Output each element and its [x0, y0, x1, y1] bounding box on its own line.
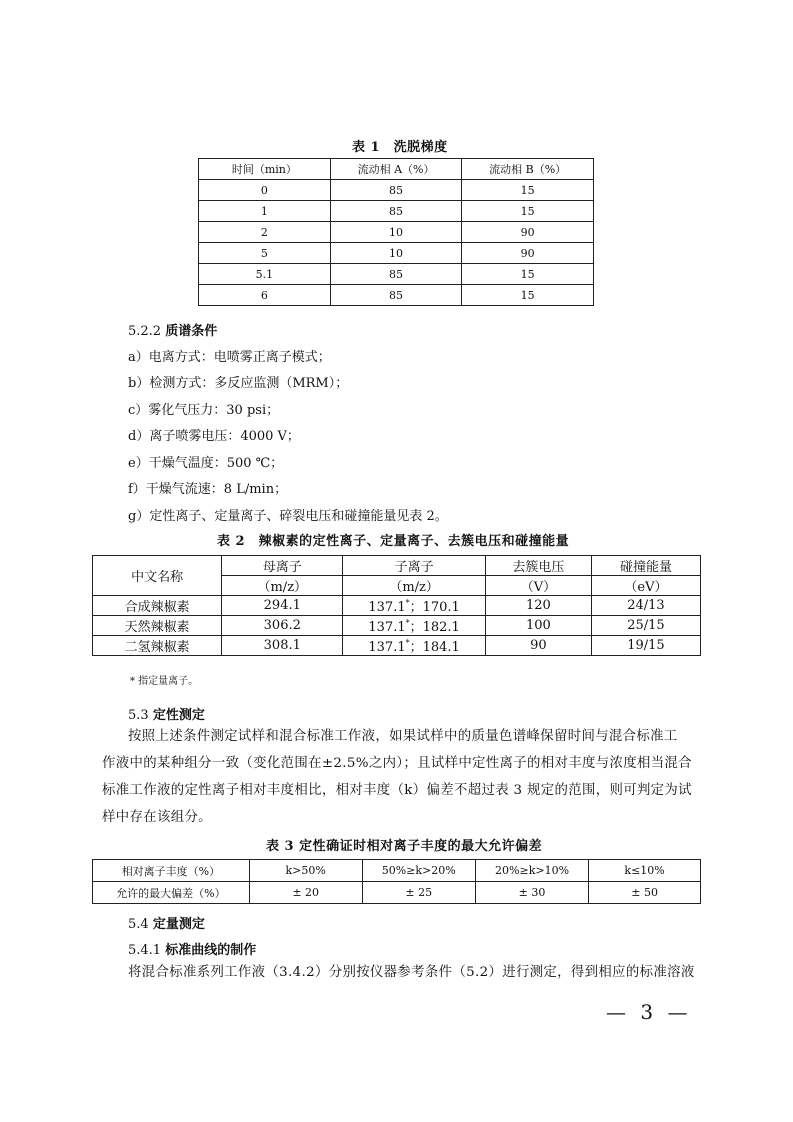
table-header-unit: （m/z）: [222, 576, 343, 596]
table-cell: 合成辣椒素: [93, 596, 222, 616]
table-row: [199, 264, 594, 285]
table-header-row: [199, 159, 594, 180]
table-cell: 306.2: [222, 616, 343, 636]
table-cell: 5: [199, 243, 331, 264]
table-row: [199, 222, 594, 243]
table-cell: 2: [199, 222, 331, 243]
table-cell: 90: [485, 636, 591, 656]
table-cell: 19/15: [591, 636, 700, 656]
table-cell: 85: [330, 201, 462, 222]
table-header-unit: （m/z）: [343, 576, 486, 596]
table-row: [93, 860, 701, 882]
page-number: — 3 —: [606, 1000, 692, 1024]
section-number: 5.3: [128, 708, 149, 723]
list-item: d）离子喷雾电压：4000 V；: [128, 429, 300, 444]
table-cell: 120: [485, 596, 591, 616]
table-header-row: [93, 556, 701, 576]
table-row: [93, 636, 701, 656]
table-cell: 15: [462, 264, 594, 285]
table-row: [199, 243, 594, 264]
quant-ion-mark: *: [405, 618, 410, 628]
table-header-unit: （V）: [485, 576, 591, 596]
table3: [92, 859, 701, 904]
table-cell: 15: [462, 285, 594, 306]
table-cell: k>50%: [249, 860, 362, 882]
section-heading-5-4: [128, 913, 205, 932]
table-cell: 6: [199, 285, 331, 306]
table-cell: [343, 616, 486, 636]
section-heading-5-4-1: [128, 939, 256, 958]
table-cell: 50%≥k>20%: [362, 860, 475, 882]
section-number: 5.4.1: [128, 943, 162, 958]
table3-caption: 表 3 定性确证时相对离子丰度的最大允许偏差: [266, 839, 543, 854]
section-title: 定量测定: [152, 917, 205, 932]
table-cell: [343, 636, 486, 656]
table-cell: 二氢辣椒素: [93, 636, 222, 656]
table-row: [93, 596, 701, 616]
table-cell: 100: [485, 616, 591, 636]
table-header-cell: 中文名称: [93, 556, 222, 596]
table-row: [93, 882, 701, 904]
table-row: [199, 285, 594, 306]
table1: [198, 158, 594, 306]
table2-footnote: * 指定量离子。: [130, 676, 199, 687]
table-cell: ± 50: [589, 882, 701, 904]
table-header-cell: 相对离子丰度（%）: [93, 860, 250, 882]
child-ion-quant: 137.1: [368, 600, 406, 615]
table-cell: 85: [330, 180, 462, 201]
child-ion-qual: ；184.1: [409, 640, 460, 655]
table-header-cell: 碰撞能量: [591, 556, 700, 576]
table2-caption: 表 2 辣椒素的定性离子、定量离子、去簇电压和碰撞能量: [217, 534, 570, 549]
paragraph-line: 作液中的某种组分一致（变化范围在±2.5%之内）；且试样中定性离子的相对丰度与浓度相当混合: [102, 756, 692, 771]
table1-caption: 表 1 洗脱梯度: [352, 140, 448, 155]
section-number: 5.4: [128, 917, 149, 932]
child-ion-qual: ；182.1: [409, 620, 460, 635]
child-ion-quant: 137.1: [368, 620, 406, 635]
list-item: f）干燥气流速：8 L/min；: [128, 482, 288, 497]
section-5-3-paragraph: [102, 723, 702, 831]
section-heading-5-2-2: [128, 320, 217, 339]
table-cell: 10: [330, 243, 462, 264]
table-header-cell: 时间（min）: [199, 159, 331, 180]
quant-ion-mark: *: [405, 598, 410, 608]
section-5-4-1-paragraph: 将混合标准系列工作液（3.4.2）分别按仪器参考条件（5.2）进行测定，得到相应的标准溶液: [128, 965, 695, 980]
paragraph-line: 样中存在该组分。: [102, 810, 212, 825]
table-cell: 5.1: [199, 264, 331, 285]
table-cell: 20%≥k>10%: [475, 860, 588, 882]
paragraph-line: 按照上述条件测定试样和混合标准工作液，如果试样中的质量色谱峰保留时间与混合标准工: [128, 729, 678, 744]
table-header-cell: 母离子: [222, 556, 343, 576]
table-cell: 90: [462, 222, 594, 243]
table-cell: 90: [462, 243, 594, 264]
table-cell: k≤10%: [589, 860, 701, 882]
table-cell: 天然辣椒素: [93, 616, 222, 636]
table-row: [199, 180, 594, 201]
table-header-cell: 流动相 B（%）: [462, 159, 594, 180]
table-header-unit: （eV）: [591, 576, 700, 596]
list-item: e）干燥气温度：500 ℃；: [128, 456, 284, 471]
list-item: a）电离方式：电喷雾正离子模式；: [128, 350, 331, 365]
table-cell: 10: [330, 222, 462, 243]
table-row: [199, 201, 594, 222]
table2: [92, 555, 701, 656]
child-ion-qual: ；170.1: [409, 600, 460, 615]
table-cell: ± 25: [362, 882, 475, 904]
table-header-cell: 去簇电压: [485, 556, 591, 576]
table-cell: ± 30: [475, 882, 588, 904]
table-cell: 15: [462, 201, 594, 222]
table-cell: 308.1: [222, 636, 343, 656]
table-header-cell: 子离子: [343, 556, 486, 576]
table-cell: [343, 596, 486, 616]
paragraph-line: 标准工作液的定性离子相对丰度相比，相对丰度（k）偏差不超过表 3 规定的范围，则可判定为试: [102, 783, 692, 798]
table-cell: 85: [330, 285, 462, 306]
section-title: 质谱条件: [165, 324, 218, 339]
table-cell: 24/13: [591, 596, 700, 616]
child-ion-quant: 137.1: [368, 640, 406, 655]
table-cell: 0: [199, 180, 331, 201]
table-cell: ± 20: [249, 882, 362, 904]
table-cell: 15: [462, 180, 594, 201]
table-cell: 294.1: [222, 596, 343, 616]
section-title: 标准曲线的制作: [165, 943, 257, 958]
table-cell: 85: [330, 264, 462, 285]
quant-ion-mark: *: [405, 638, 410, 648]
list-item: b）检测方式：多反应监测（MRM）；: [128, 376, 349, 391]
table-header-cell: 流动相 A（%）: [330, 159, 462, 180]
list-item: g）定性离子、定量离子、碎裂电压和碰撞能量见表 2。: [128, 509, 448, 524]
table-cell: 25/15: [591, 616, 700, 636]
section-heading-5-3: [128, 704, 205, 723]
list-item: c）雾化气压力：30 psi；: [128, 403, 280, 418]
table-header-cell: 允许的最大偏差（%）: [93, 882, 250, 904]
table-row: [93, 616, 701, 636]
section-number: 5.2.2: [128, 324, 162, 339]
section-title: 定性测定: [152, 708, 205, 723]
table-cell: 1: [199, 201, 331, 222]
